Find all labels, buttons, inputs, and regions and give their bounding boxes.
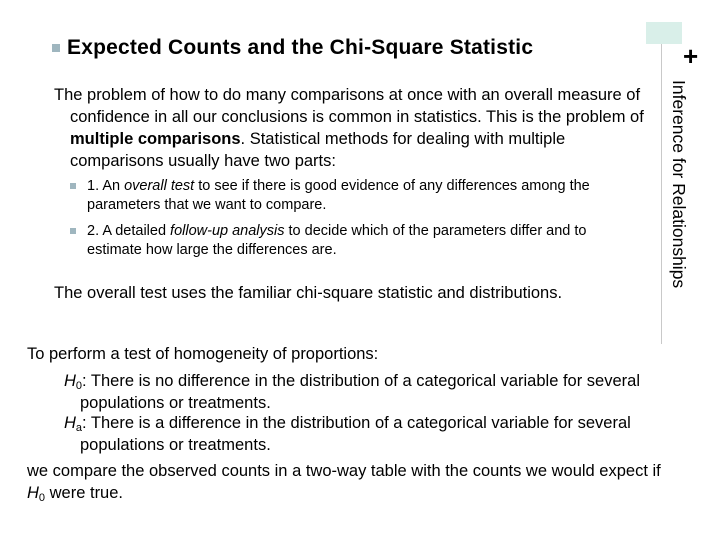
intro-bold-term: multiple comparisons: [70, 130, 241, 148]
title-row: [52, 36, 533, 60]
compare-suffix: were true.: [45, 484, 123, 502]
list-item: [70, 177, 630, 215]
square-bullet-icon: [52, 44, 60, 52]
bullet-italic: overall test: [124, 178, 195, 194]
intro-paragraph: [54, 84, 650, 172]
list-item: [70, 222, 630, 260]
slide-title: Expected Counts and the Chi-Square Statistic: [67, 36, 534, 59]
bullet-text: [87, 222, 630, 260]
perform-test-heading: To perform a test of homogeneity of proportions:: [27, 345, 379, 363]
ha-symbol: H: [64, 414, 76, 432]
compare-h0-subscript: 0: [38, 492, 46, 504]
side-divider: [661, 44, 662, 344]
bullet-prefix: 1. An: [87, 178, 125, 194]
ha-text: : There is a difference in the distribution of a categorical variable for several populations or treatments.: [80, 414, 631, 454]
alternative-hypothesis: [64, 412, 660, 456]
bullet-prefix: 2. A detailed: [87, 223, 171, 239]
compare-h0-symbol: H: [27, 484, 39, 502]
accent-bar: [646, 22, 682, 44]
h0-text: : There is no difference in the distribution of a categorical variable for several populations or treatments.: [80, 372, 640, 412]
ha-subscript: a: [75, 422, 83, 434]
bullet-suffix: to see if there is good evidence of any differences among the parameters that we want to compare.: [87, 178, 590, 213]
bullet-suffix: to decide which of the parameters differ and to estimate how large the differences are.: [87, 223, 587, 258]
h0-symbol: H: [64, 372, 76, 390]
null-hypothesis: [64, 370, 660, 414]
h0-subscript: 0: [75, 380, 83, 392]
compare-paragraph: [27, 460, 667, 504]
overall-test-text: The overall test uses the familiar chi-square statistic and distributions.: [54, 284, 563, 302]
bullet-italic: follow-up analysis: [170, 223, 285, 239]
square-bullet-icon: [70, 183, 76, 189]
intro-text-2: . Statistical methods for dealing with multiple comparisons usually have two parts:: [70, 130, 566, 170]
plus-icon: +: [683, 41, 699, 71]
bullet-text: [87, 177, 630, 215]
square-bullet-icon: [70, 228, 76, 234]
compare-text: we compare the observed counts in a two-way table with the counts we would expect if: [27, 462, 661, 480]
side-label: Inference for Relationships: [669, 80, 689, 289]
intro-text-1: The problem of how to do many comparisons at once with an overall measure of confidence in all our conclusions is common in statistics. This is the problem of: [54, 86, 644, 126]
